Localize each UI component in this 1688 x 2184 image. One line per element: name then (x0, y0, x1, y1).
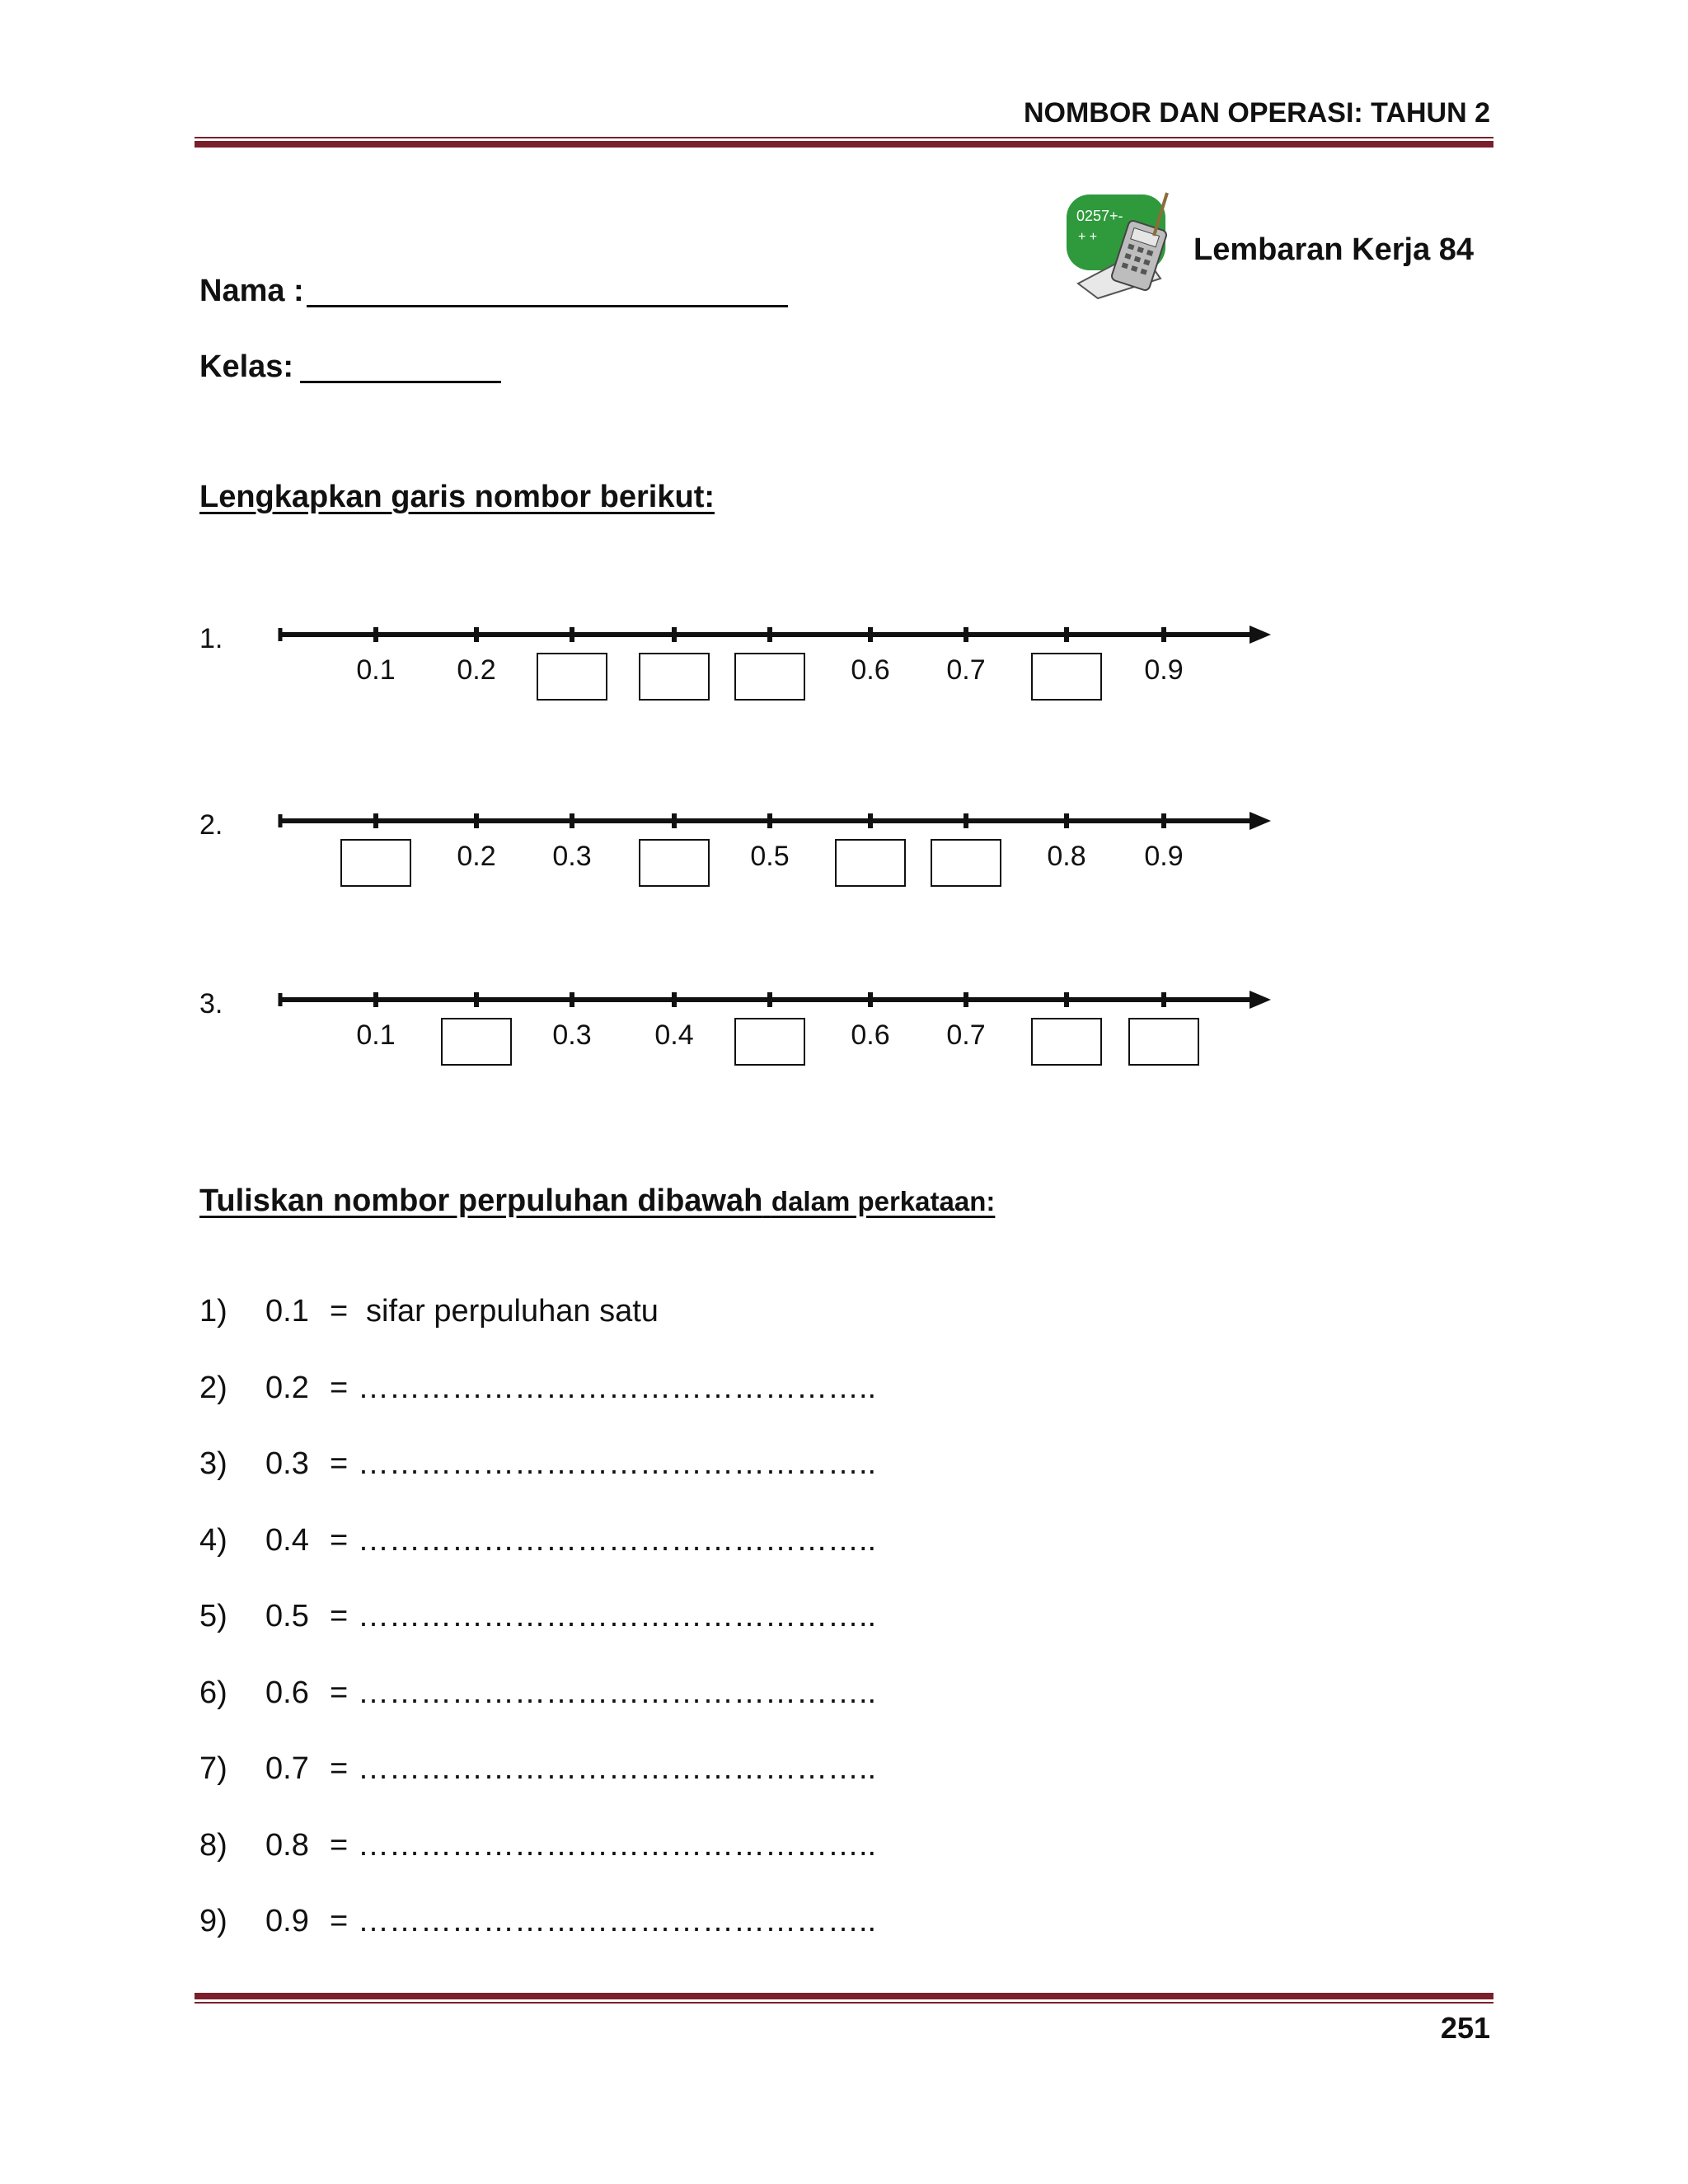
decimal-value: 0.5 (265, 1599, 309, 1633)
item-number: 7) (199, 1751, 227, 1786)
worksheet-label: Lembaran Kerja 84 (1193, 232, 1475, 267)
answer-box[interactable] (931, 839, 1001, 887)
arrow-head-icon (1250, 626, 1271, 644)
tick-label: 0.8 (1047, 841, 1086, 872)
tick-label: 0.7 (946, 654, 986, 686)
tick-label: 0.9 (1144, 654, 1184, 686)
answer-blank[interactable]: ………………………………………….. (358, 1523, 877, 1558)
tick-label: 0.9 (1144, 841, 1184, 872)
svg-text:+ +: + + (1078, 230, 1098, 244)
question-number: 1. (199, 623, 223, 654)
answer-box[interactable] (441, 1018, 512, 1066)
decimal-value: 0.3 (265, 1446, 309, 1481)
decimal-value: 0.2 (265, 1371, 309, 1405)
number-line-axis (0, 618, 1688, 651)
tick-label: 0.2 (457, 654, 496, 686)
answer-box[interactable] (1128, 1018, 1199, 1066)
item-number: 4) (199, 1523, 227, 1558)
decimal-value: 0.8 (265, 1828, 309, 1863)
equals-sign: = (330, 1599, 349, 1633)
item-number: 3) (199, 1446, 227, 1481)
decimal-value: 0.9 (265, 1904, 309, 1938)
tick-label: 0.5 (750, 841, 790, 872)
question-number: 3. (199, 988, 223, 1019)
tick-label: 0.3 (552, 1019, 592, 1051)
item-number: 1) (199, 1294, 227, 1329)
answer-blank[interactable]: ………………………………………….. (358, 1371, 877, 1405)
decimal-value: 0.1 (265, 1294, 309, 1329)
item-number: 9) (199, 1904, 227, 1938)
footer-rule-bottom (195, 2002, 1493, 2004)
answer-blank[interactable]: ………………………………………….. (358, 1751, 877, 1786)
item-number: 8) (199, 1828, 227, 1863)
answer-blank[interactable]: ………………………………………….. (358, 1675, 877, 1710)
equals-sign: = (330, 1446, 349, 1481)
item-number: 6) (199, 1675, 227, 1710)
answer-box[interactable] (1031, 1018, 1102, 1066)
equals-sign: = (330, 1904, 349, 1938)
tick-label: 0.6 (851, 654, 890, 686)
answer-box[interactable] (639, 839, 710, 887)
equals-sign: = (330, 1751, 349, 1786)
answer-blank[interactable]: ………………………………………….. (358, 1904, 877, 1938)
decimal-value: 0.6 (265, 1675, 309, 1710)
arrow-head-icon (1250, 991, 1271, 1009)
header-rule-top (195, 137, 1493, 138)
arrow-head-icon (1250, 812, 1271, 830)
equals-sign: = (330, 1294, 349, 1329)
tick-label: 0.3 (552, 841, 592, 872)
answer-box[interactable] (639, 653, 710, 701)
tick-label: 0.7 (946, 1019, 986, 1051)
answer-box[interactable] (340, 839, 411, 887)
tick-label: 0.2 (457, 841, 496, 872)
equals-sign: = (330, 1828, 349, 1863)
number-line-axis (0, 804, 1688, 837)
equals-sign: = (330, 1675, 349, 1710)
decimal-value: 0.4 (265, 1523, 309, 1558)
answer-box[interactable] (835, 839, 906, 887)
section2-title-small: dalam perkataan: (771, 1186, 996, 1216)
class-label: Kelas: (199, 349, 294, 384)
tick-label: 0.1 (356, 1019, 396, 1051)
section2-title-main: Tuliskan nombor perpuluhan dibawah (199, 1183, 763, 1218)
document-header-title: NOMBOR DAN OPERASI: TAHUN 2 (1023, 97, 1490, 129)
class-field[interactable] (300, 381, 501, 383)
answer-blank[interactable]: ………………………………………….. (358, 1446, 877, 1481)
item-number: 2) (199, 1371, 227, 1405)
page-number: 251 (1440, 2011, 1490, 2045)
answer-blank[interactable]: ………………………………………….. (358, 1599, 877, 1633)
equals-sign: = (330, 1523, 349, 1558)
decimal-value: 0.7 (265, 1751, 309, 1786)
item-number: 5) (199, 1599, 227, 1633)
number-line-axis (0, 983, 1688, 1016)
answer-box[interactable] (1031, 653, 1102, 701)
equals-sign: = (330, 1371, 349, 1405)
answer-box[interactable] (734, 1018, 805, 1066)
name-label: Nama : (199, 274, 304, 308)
answer-box[interactable] (734, 653, 805, 701)
tick-label: 0.4 (654, 1019, 694, 1051)
logo-text: 0257+- (1076, 208, 1123, 224)
question-number: 2. (199, 809, 223, 841)
section1-title: Lengkapkan garis nombor berikut: (199, 480, 715, 514)
worksheet-logo-icon (1062, 186, 1185, 302)
tick-label: 0.1 (356, 654, 396, 686)
header-rule (195, 141, 1493, 148)
answer-example: sifar perpuluhan satu (366, 1294, 659, 1329)
section2-title (199, 1183, 995, 1219)
footer-rule (195, 1993, 1493, 1999)
name-field[interactable] (307, 305, 788, 307)
answer-blank[interactable]: ………………………………………….. (358, 1828, 877, 1863)
answer-box[interactable] (537, 653, 607, 701)
tick-label: 0.6 (851, 1019, 890, 1051)
